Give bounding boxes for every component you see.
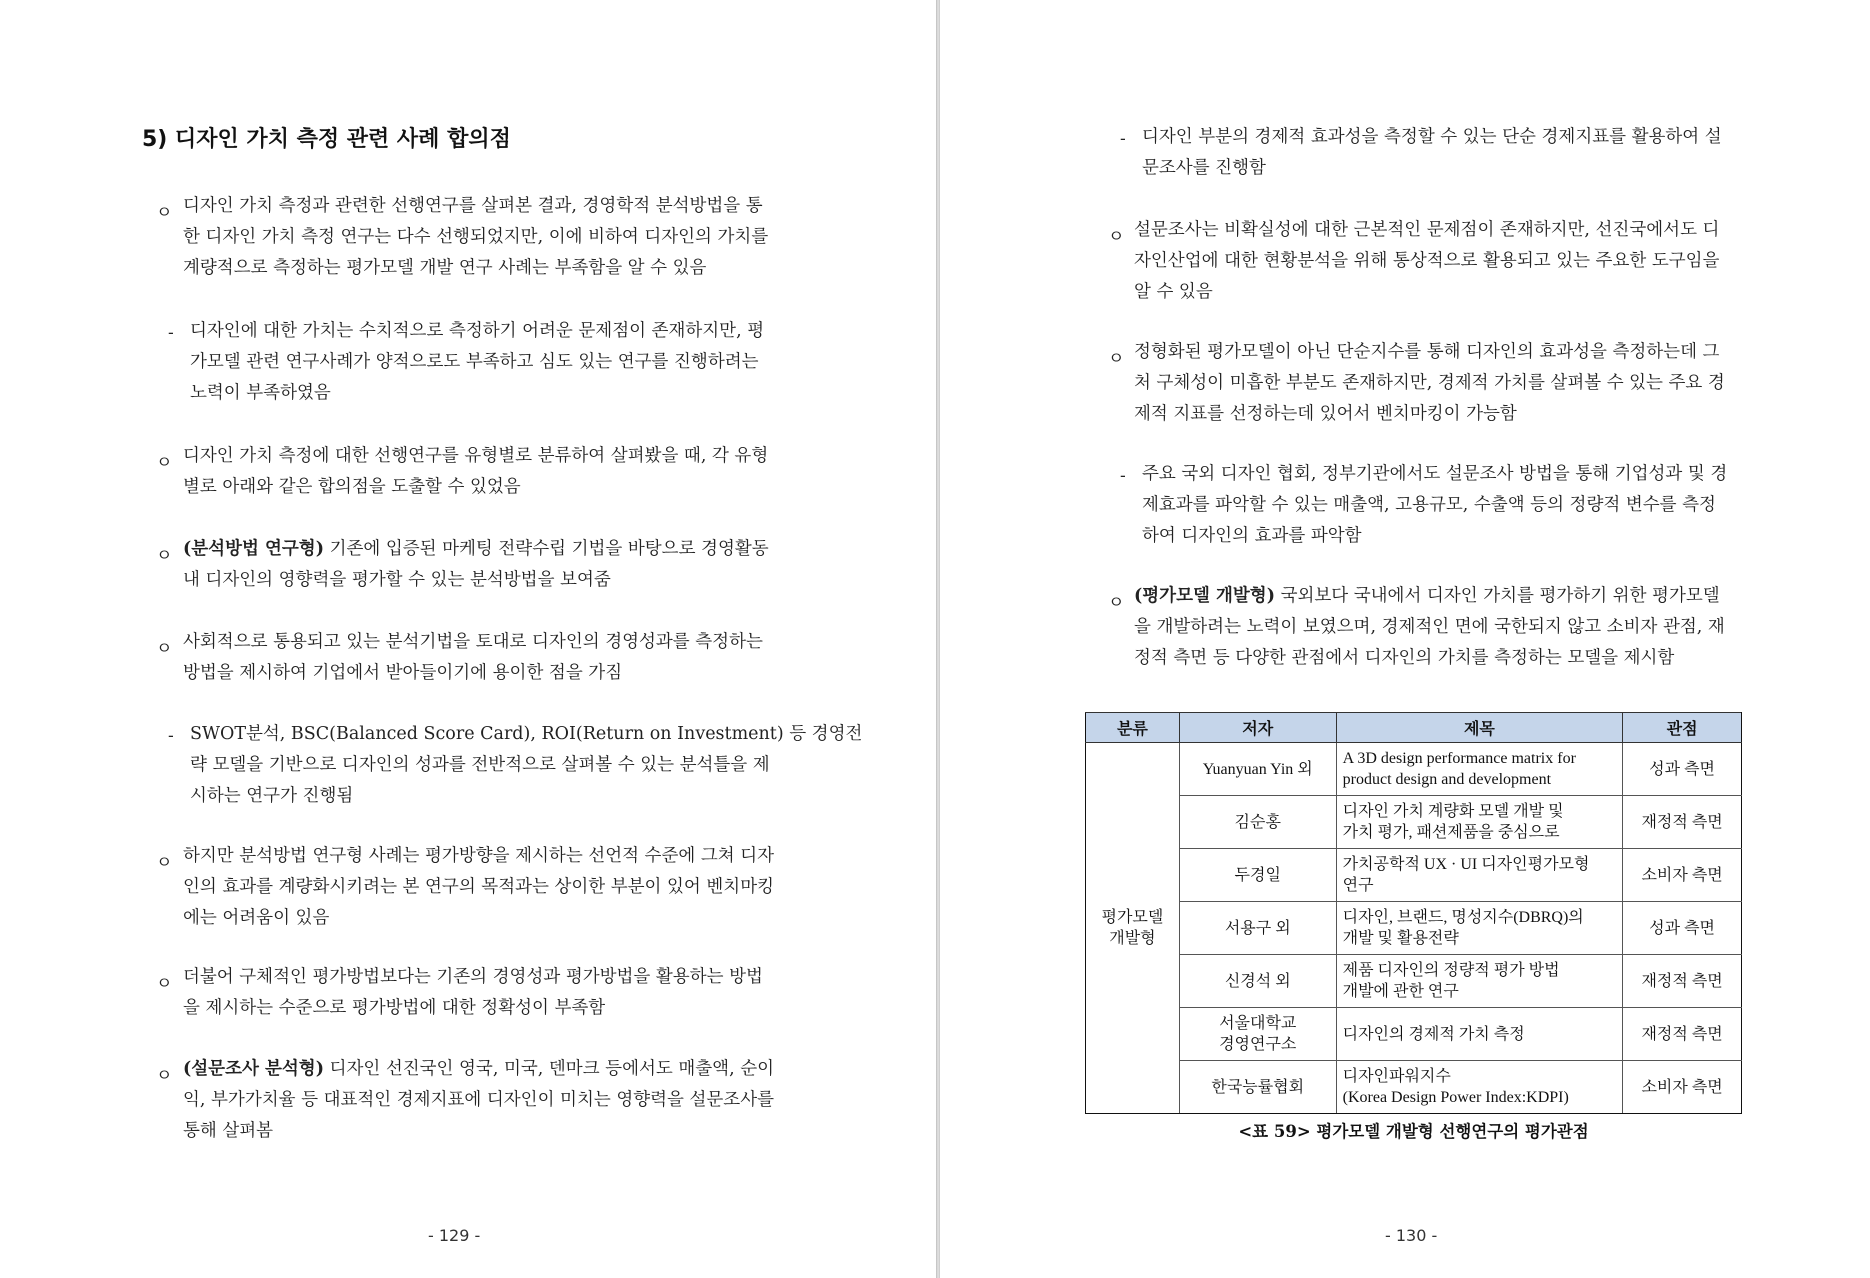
view-cell: 재정적 측면 [1623,796,1742,849]
bold-label: (분석방법 연구형) [183,539,324,559]
author-cell: 김순홍 [1179,796,1336,849]
bullet-circle: ㅇ [156,639,173,659]
bullet-circle: ㅇ [156,546,173,566]
title-cell: 제품 디자인의 정량적 평가 방법 개발에 관한 연구 [1336,955,1623,1008]
sub-paragraph: 주요 국외 디자인 협회, 정부기관에서도 설문조사 방법을 통해 기업성과 및 경 제효과를 파악할 수 있는 매출액, 고용규모, 수출액 등의 정량적 변수를 측정 하여 디자인의 효과를 파악함 [1142,464,1728,546]
page-number: - 129 - [428,1226,481,1245]
header-view: 관점 [1623,713,1742,743]
view-cell: 소비자 측면 [1623,1061,1742,1114]
title-cell: 디자인, 브랜드, 명성지수(DBRQ)의 개발 및 활용전략 [1336,902,1623,955]
title-cell: A 3D design performance matrix for product design and development [1336,743,1623,796]
table-row [1086,902,1742,955]
bullet-dash: - [1120,466,1126,486]
author-cell: 서울대학교 경영연구소 [1179,1008,1336,1061]
table-row [1086,955,1742,1008]
paragraph: 설문조사는 비확실성에 대한 근본적인 문제점이 존재하지만, 선진국에서도 디 자인산업에 대한 현황분석을 위해 통상적으로 활용되고 있는 주요한 도구임을 알 수 있음 [1134,220,1720,302]
paragraph: (분석방법 연구형) 기존에 입증된 마케팅 전략수립 기법을 바탕으로 경영활동 내 디자인의 영향력을 평가할 수 있는 분석방법을 보여줌 [183,539,769,590]
table-row [1086,1061,1742,1114]
sub-paragraph: SWOT분석, BSC(Balanced Score Card), ROI(Return on Investment) 등 경영전 략 모델을 기반으로 디자인의 성과를 전반적으로 살펴볼 수 있는 분석틀을 제 시하는 연구가 진행됨 [190,724,863,806]
view-cell: 재정적 측면 [1623,955,1742,1008]
paragraph: 디자인 가치 측정과 관련한 선행연구를 살펴본 결과, 경영학적 분석방법을 통 한 디자인 가치 측정 연구는 다수 선행되었지만, 이에 비하여 디자인의 가치를 계량적으로 측정하는 평가모델 개발 연구 사례는 부족함을 알 수 있음 [183,196,769,278]
title-cell: 디자인의 경제적 가치 측정 [1336,1008,1623,1061]
header-category: 분류 [1086,713,1180,743]
paragraph: 사회적으로 통용되고 있는 분석기법을 토대로 디자인의 경영성과를 측정하는 방법을 제시하여 기업에서 받아들이기에 용이한 점을 가짐 [183,632,763,683]
page-number: - 130 - [1385,1226,1438,1245]
bullet-circle: ㅇ [156,974,173,994]
title-cell: 디자인파워지수 (Korea Design Power Index:KDPI) [1336,1061,1623,1114]
paragraph: 디자인 가치 측정에 대한 선행연구를 유형별로 분류하여 살펴봤을 때, 각 유형 별로 아래와 같은 합의점을 도출할 수 있었음 [183,446,769,497]
evaluation-table [1085,712,1742,1114]
author-cell: 한국능률협회 [1179,1061,1336,1114]
bullet-circle: ㅇ [1108,593,1125,613]
paragraph: 정형화된 평가모델이 아닌 단순지수를 통해 디자인의 효과성을 측정하는데 그 처 구체성이 미흡한 부분도 존재하지만, 경제적 가치를 살펴볼 수 있는 주요 경 제적 지표를 선정하는데 있어서 벤치마킹이 가능함 [1134,342,1725,424]
author-cell: 서용구 외 [1179,902,1336,955]
bullet-circle: ㅇ [1108,227,1125,247]
view-cell: 성과 측면 [1623,902,1742,955]
paragraph: 더불어 구체적인 평가방법보다는 기존의 경영성과 평가방법을 활용하는 방법 을 제시하는 수준으로 평가방법에 대한 정확성이 부족함 [183,967,763,1018]
table-header-row [1086,713,1742,743]
bullet-circle: ㅇ [156,853,173,873]
author-cell: Yuanyuan Yin 외 [1179,743,1336,796]
bullet-circle: ㅇ [156,203,173,223]
bold-label: (설문조사 분석형) [183,1059,324,1079]
author-cell: 두경일 [1179,849,1336,902]
header-title: 제목 [1336,713,1623,743]
paragraph: (설문조사 분석형) 디자인 선진국인 영국, 미국, 덴마크 등에서도 매출액, 순이 익, 부가가치율 등 대표적인 경제지표에 디자인이 미치는 영향력을 설문조사를 통해 살펴봄 [183,1059,775,1141]
bullet-circle: ㅇ [156,453,173,473]
bullet-circle: ㅇ [1108,349,1125,369]
bullet-dash: - [168,323,174,343]
view-cell: 재정적 측면 [1623,1008,1742,1061]
bullet-dash: - [168,726,174,746]
table-row [1086,743,1742,796]
table-row [1086,1008,1742,1061]
paragraph: (평가모델 개발형) 국외보다 국내에서 디자인 가치를 평가하기 위한 평가모델 을 개발하려는 노력이 보였으며, 경제적인 면에 국한되지 않고 소비자 관점, 재 정적 측면 등 다양한 관점에서 디자인의 가치를 측정하는 모델을 제시함 [1134,586,1725,668]
sub-paragraph: 디자인에 대한 가치는 수치적으로 측정하기 어려운 문제점이 존재하지만, 평 가모델 관련 연구사례가 양적으로도 부족하고 심도 있는 연구를 진행하려는 노력이 부족하였음 [190,321,765,403]
view-cell: 소비자 측면 [1623,849,1742,902]
section-heading: 5) 디자인 가치 측정 관련 사례 합의점 [142,127,511,152]
title-cell: 가치공학적 UX · UI 디자인평가모형 연구 [1336,849,1623,902]
bold-label: (평가모델 개발형) [1134,586,1275,606]
view-cell: 성과 측면 [1623,743,1742,796]
sub-paragraph: 디자인 부분의 경제적 효과성을 측정할 수 있는 단순 경제지표를 활용하여 설 문조사를 진행함 [1142,127,1722,178]
bullet-dash: - [1120,129,1126,149]
header-author: 저자 [1179,713,1336,743]
title-cell: 디자인 가치 계량화 모델 개발 및 가치 평가, 패션제품을 중심으로 [1336,796,1623,849]
paragraph: 하지만 분석방법 연구형 사례는 평가방향을 제시하는 선언적 수준에 그쳐 디자 인의 효과를 계량화시키려는 본 연구의 목적과는 상이한 부분이 있어 벤치마킹 에는 어려움이 있음 [183,846,775,928]
table-row [1086,849,1742,902]
author-cell: 신경석 외 [1179,955,1336,1008]
bullet-circle: ㅇ [156,1066,173,1086]
table-caption: <표 59> 평가모델 개발형 선행연구의 평가관점 [1238,1122,1589,1141]
category-cell: 평가모델 개발형 [1086,743,1180,1114]
table-row [1086,796,1742,849]
